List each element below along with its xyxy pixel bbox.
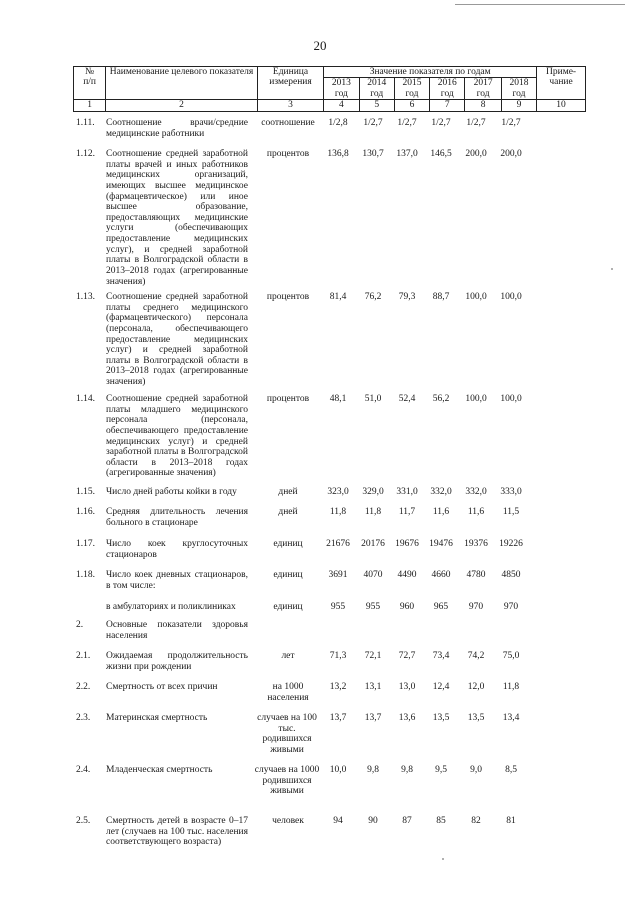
section-number: 2.	[76, 620, 84, 630]
unit: процентов	[266, 394, 310, 404]
value-2014: 130,7	[362, 149, 384, 159]
unit: единиц	[273, 539, 303, 549]
header-unit: Единица измерения	[257, 67, 323, 100]
column-number: 3	[257, 100, 323, 111]
indicator-name: Материнская смертность	[106, 713, 208, 723]
column-number: 10	[537, 100, 586, 111]
value-2013: 94	[333, 816, 343, 826]
value-2017: 12,0	[467, 682, 485, 692]
value-2014: 90	[368, 816, 378, 826]
unit: лет	[281, 651, 295, 661]
value-2017: 82	[471, 816, 481, 826]
value-2016: 11,6	[432, 507, 450, 517]
column-number: 8	[465, 100, 501, 111]
value-2013: 955	[330, 602, 346, 612]
row-number: 1.18.	[76, 570, 95, 580]
scan-speck	[611, 268, 613, 270]
table-header	[73, 66, 586, 112]
value-2015: 87	[402, 816, 412, 826]
value-2016: 4660	[431, 570, 451, 580]
unit: процентов	[266, 292, 310, 302]
value-2014: 4070	[363, 570, 383, 580]
unit: единиц	[273, 602, 303, 612]
value-2014: 955	[365, 602, 381, 612]
header-num: № п/п	[74, 67, 106, 100]
value-2015: 79,3	[398, 292, 416, 302]
value-2013: 21676	[326, 539, 350, 549]
value-2015: 72,7	[398, 651, 416, 661]
value-2013: 81,4	[329, 292, 347, 302]
value-2013: 3691	[328, 570, 348, 580]
header-year: 2014 год	[359, 78, 394, 100]
value-2015: 19676	[395, 539, 419, 549]
value-2015: 4490	[397, 570, 417, 580]
row-number: 1.14.	[76, 394, 95, 404]
value-2018: 75,0	[502, 651, 520, 661]
indicator-name: Число дней работы койки в году	[106, 487, 237, 497]
row-number: 2.5.	[76, 816, 91, 826]
scan-speck	[442, 858, 444, 860]
unit: дней	[278, 507, 298, 517]
value-2018: 1/2,7	[501, 118, 521, 128]
header-year: 2015 год	[394, 78, 429, 100]
indicator-name: Средняя длительность лечения больного в стационаре	[106, 507, 248, 528]
column-number: 1	[74, 100, 106, 111]
indicator-name: Младенческая смертность	[106, 765, 213, 775]
column-number: 2	[106, 100, 258, 111]
value-2014: 51,0	[364, 394, 382, 404]
value-2016: 965	[433, 602, 449, 612]
value-2014: 329,0	[362, 487, 384, 497]
value-2017: 100,0	[465, 292, 487, 302]
value-2016: 1/2,7	[431, 118, 451, 128]
value-2013: 11,8	[329, 507, 347, 517]
column-number: 7	[430, 100, 465, 111]
top-rule	[455, 4, 625, 5]
indicator-name: Смертность детей в возрасте 0–17 лет (случаев на 100 тыс. населения соответствующего возраста)	[106, 816, 248, 848]
value-2018: 333,0	[500, 487, 522, 497]
value-2017: 13,5	[467, 713, 485, 723]
indicator-name: Число коек круглосуточных стационаров	[106, 539, 248, 560]
value-2014: 1/2,7	[363, 118, 383, 128]
value-2017: 332,0	[465, 487, 487, 497]
value-2017: 9,0	[470, 765, 482, 775]
row-number: 1.15.	[76, 487, 95, 497]
value-2017: 74,2	[467, 651, 485, 661]
value-2013: 323,0	[327, 487, 349, 497]
indicator-name: Соотношение средней заработной платы среднего медицинского (фармацевтического) персонала (персонала, обеспечивающего предоставление медицинских услуг) и средней заработной платы в Волгоградской области в 2013–2018 годах (агрегированные значения)	[106, 292, 248, 387]
indicator-name: Смертность от всех причин	[106, 682, 218, 692]
value-2016: 332,0	[430, 487, 452, 497]
value-2015: 13,6	[398, 713, 416, 723]
value-2014: 9,8	[367, 765, 379, 775]
header-year: 2018 год	[501, 78, 536, 100]
indicator-name: Число коек дневных стационаров, в том числе:	[106, 570, 248, 591]
value-2013: 10,0	[329, 765, 347, 775]
value-2014: 76,2	[364, 292, 382, 302]
row-number: 2.1.	[76, 651, 91, 661]
row-number: 1.11.	[76, 118, 95, 128]
row-number: 1.17.	[76, 539, 95, 549]
column-number: 9	[501, 100, 536, 111]
value-2015: 1/2,7	[397, 118, 417, 128]
indicator-name: Соотношение средней заработной платы младшего медицинского персонала (персонала, обеспечивающего предоставление медицинских услуг) и средней заработной платы в Волгоградской области в 2013–2018 годах (агрегированные значения)	[106, 394, 248, 479]
value-2018: 100,0	[500, 292, 522, 302]
value-2017: 1/2,7	[466, 118, 486, 128]
value-2015: 331,0	[396, 487, 418, 497]
header-note: Приме- чание	[537, 67, 586, 100]
row-number: 2.3.	[76, 713, 91, 723]
unit: дней	[278, 487, 298, 497]
column-number: 5	[359, 100, 394, 111]
value-2013: 71,3	[329, 651, 347, 661]
section-title: Основные показатели здоровья населения	[106, 620, 248, 641]
value-2016: 12,4	[432, 682, 450, 692]
value-2018: 81	[506, 816, 516, 826]
unit: на 1000 населения	[267, 682, 309, 703]
value-2013: 48,1	[329, 394, 347, 404]
value-2016: 13,5	[432, 713, 450, 723]
value-2016: 146,5	[430, 149, 452, 159]
value-2014: 11,8	[364, 507, 382, 517]
value-2018: 11,8	[502, 682, 520, 692]
value-2018: 11,5	[502, 507, 520, 517]
header-year: 2016 год	[430, 78, 465, 100]
unit: процентов	[266, 149, 310, 159]
value-2018: 100,0	[500, 394, 522, 404]
value-2017: 4780	[466, 570, 486, 580]
value-2016: 19476	[429, 539, 453, 549]
page-number: 20	[313, 38, 327, 53]
value-2015: 52,4	[398, 394, 416, 404]
value-2017: 100,0	[465, 394, 487, 404]
value-2015: 960	[399, 602, 415, 612]
value-2014: 13,7	[364, 713, 382, 723]
value-2014: 20176	[361, 539, 385, 549]
value-2014: 72,1	[364, 651, 382, 661]
row-number: 2.2.	[76, 682, 91, 692]
value-2015: 9,8	[401, 765, 413, 775]
unit: случаев на 1000 родившихся живыми	[254, 765, 320, 797]
header-year: 2017 год	[465, 78, 501, 100]
row-number: 2.4.	[76, 765, 91, 775]
value-2017: 11,6	[467, 507, 485, 517]
value-2016: 56,2	[432, 394, 450, 404]
unit: человек	[272, 816, 304, 826]
row-number: 1.16.	[76, 507, 95, 517]
value-2016: 85	[436, 816, 446, 826]
value-2015: 137,0	[396, 149, 418, 159]
value-2013: 1/2,8	[328, 118, 348, 128]
value-2013: 13,2	[329, 682, 347, 692]
value-2018: 4850	[501, 570, 521, 580]
value-2018: 200,0	[500, 149, 522, 159]
value-2018: 19226	[499, 539, 523, 549]
row-number: 1.12.	[76, 149, 95, 159]
row-number: 1.13.	[76, 292, 95, 302]
value-2013: 13,7	[329, 713, 347, 723]
value-2018: 8,5	[505, 765, 517, 775]
value-2016: 73,4	[432, 651, 450, 661]
value-2017: 19376	[464, 539, 488, 549]
value-2018: 13,4	[502, 713, 520, 723]
value-2017: 200,0	[465, 149, 487, 159]
value-2016: 88,7	[432, 292, 450, 302]
value-2017: 970	[468, 602, 484, 612]
header-year: 2013 год	[324, 78, 359, 100]
column-number: 4	[324, 100, 359, 111]
value-2013: 136,8	[327, 149, 349, 159]
value-2014: 13,1	[364, 682, 382, 692]
header-values-group: Значение показателя по годам	[324, 67, 537, 78]
unit: соотношение	[261, 118, 315, 128]
column-number: 6	[394, 100, 429, 111]
header-name: Наименование целевого показателя	[106, 67, 258, 100]
indicator-name: Соотношение средней заработной платы врачей и иных работников медицинских организаций, имеющих высшее медицинское (фармацевтическое) или иное высшее образование, предоставляющих медицинские услуги (обеспечивающих предоставление медицинских услуг), и средней заработной платы в Волгоградской области в 2013–2018 годах (агрегированные значения)	[106, 149, 248, 287]
indicator-name: Ожидаемая продолжительность жизни при рождении	[106, 651, 248, 672]
indicator-name: в амбулаториях и поликлиниках	[106, 602, 236, 612]
value-2018: 970	[503, 602, 519, 612]
unit: единиц	[273, 570, 303, 580]
value-2015: 11,7	[398, 507, 416, 517]
unit: случаев на 100 тыс. родившихся живыми	[257, 713, 317, 755]
value-2016: 9,5	[435, 765, 447, 775]
value-2015: 13,0	[398, 682, 416, 692]
indicator-name: Соотношение врачи/средние медицинские работники	[106, 118, 248, 139]
